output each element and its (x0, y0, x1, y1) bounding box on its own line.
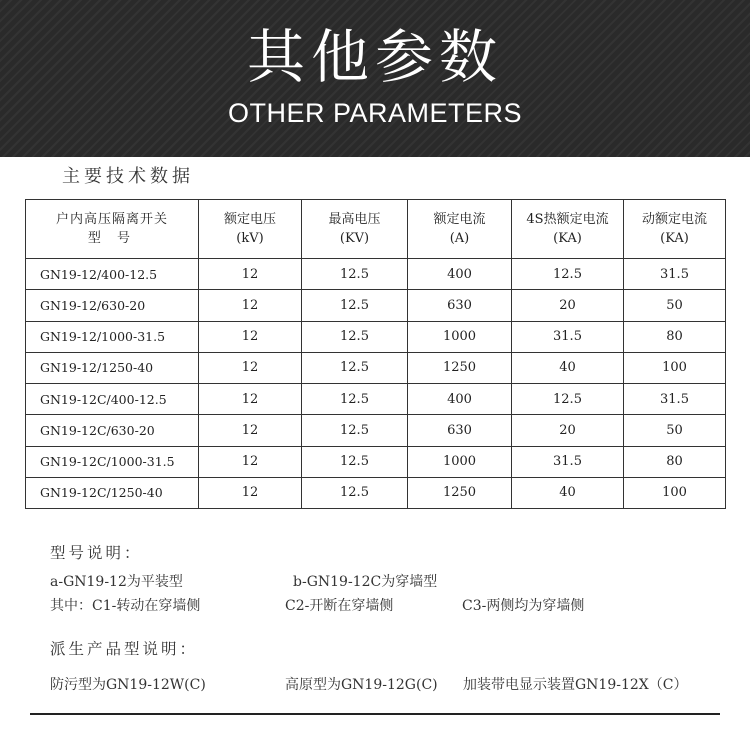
cell-rated-current: 630 (408, 290, 512, 321)
cell-rated-voltage: 12 (199, 321, 302, 352)
cell-model: GN19-12C/1250-40 (26, 477, 199, 508)
model-note-b: b-GN19-12C为穿墙型 (293, 574, 438, 590)
cell-rated-voltage: 12 (199, 352, 302, 383)
header-label: 户内高压隔离开关 (55, 212, 168, 227)
cell-rated-current: 630 (408, 415, 512, 446)
cell-max-voltage: 12.5 (302, 477, 408, 508)
header-thermal-current (512, 200, 624, 259)
cell-rated-current: 1000 (408, 321, 512, 352)
cell-dynamic-current: 31.5 (624, 384, 726, 415)
bottom-divider (30, 713, 720, 715)
cell-dynamic-current: 80 (624, 321, 726, 352)
header-unit: (KA) (553, 231, 582, 246)
cell-rated-current: 1000 (408, 446, 512, 477)
table-row (26, 415, 726, 446)
banner-title: 其他参数 (246, 23, 503, 91)
derived-note-live-display: 加装带电显示装置GN19-12X（C） (463, 677, 688, 693)
cell-thermal-current: 31.5 (512, 321, 624, 352)
header-rated-current (408, 200, 512, 259)
cell-model: GN19-12/400-12.5 (26, 259, 199, 290)
header-model (26, 200, 199, 259)
cell-max-voltage: 12.5 (302, 259, 408, 290)
table-row (26, 321, 726, 352)
cell-rated-current: 1250 (408, 352, 512, 383)
table-row (26, 384, 726, 415)
parameters-table (25, 199, 726, 509)
cell-thermal-current: 12.5 (512, 259, 624, 290)
table-row (26, 259, 726, 290)
model-note-c2: C2-开断在穿墙侧 (285, 598, 394, 614)
cell-rated-current: 400 (408, 259, 512, 290)
header-label: 额定电压 (223, 212, 276, 227)
header-label: 动额定电流 (641, 212, 707, 227)
cell-max-voltage: 12.5 (302, 446, 408, 477)
cell-model: GN19-12/1250-40 (26, 352, 199, 383)
table-row (26, 290, 726, 321)
cell-thermal-current: 40 (512, 352, 624, 383)
cell-model: GN19-12C/1000-31.5 (26, 446, 199, 477)
section-title: 主要技术数据 (62, 166, 194, 187)
cell-max-voltage: 12.5 (302, 415, 408, 446)
cell-rated-voltage: 12 (199, 446, 302, 477)
derived-note-plateau: 高原型为GN19-12G(C) (285, 677, 438, 693)
cell-model: GN19-12C/400-12.5 (26, 384, 199, 415)
model-note-c1: 其中：C1-转动在穿墙侧 (50, 598, 201, 614)
cell-thermal-current: 20 (512, 415, 624, 446)
cell-thermal-current: 20 (512, 290, 624, 321)
cell-rated-current: 400 (408, 384, 512, 415)
cell-model: GN19-12C/630-20 (26, 415, 199, 446)
cell-max-voltage: 12.5 (302, 384, 408, 415)
cell-max-voltage: 12.5 (302, 290, 408, 321)
table-row (26, 446, 726, 477)
cell-rated-voltage: 12 (199, 477, 302, 508)
header-label: 最高电压 (328, 212, 381, 227)
banner-subtitle: OTHER PARAMETERS (227, 98, 523, 128)
cell-thermal-current: 40 (512, 477, 624, 508)
model-notes-heading: 型号说明： (50, 544, 143, 562)
header-unit: (A) (449, 231, 470, 246)
cell-max-voltage: 12.5 (302, 321, 408, 352)
table-header-row (26, 200, 726, 259)
cell-rated-current: 1250 (408, 477, 512, 508)
header-label: 额定电流 (433, 212, 486, 227)
header-unit: (KV) (339, 231, 370, 246)
header-dynamic-current (624, 200, 726, 259)
cell-dynamic-current: 50 (624, 415, 726, 446)
cell-max-voltage: 12.5 (302, 352, 408, 383)
header-unit: (kV) (236, 231, 264, 246)
cell-rated-voltage: 12 (199, 290, 302, 321)
header-unit: (KA) (660, 231, 689, 246)
header-label: 4S热额定电流 (526, 212, 609, 227)
cell-rated-voltage: 12 (199, 415, 302, 446)
cell-thermal-current: 12.5 (512, 384, 624, 415)
header-banner (0, 0, 750, 157)
derived-notes-heading: 派生产品型说明： (50, 640, 199, 658)
cell-thermal-current: 31.5 (512, 446, 624, 477)
header-rated-voltage (199, 200, 302, 259)
cell-dynamic-current: 100 (624, 352, 726, 383)
model-note-a: a-GN19-12为平装型 (50, 574, 183, 590)
cell-rated-voltage: 12 (199, 384, 302, 415)
header-unit: 型 号 (87, 231, 137, 246)
table-row (26, 477, 726, 508)
cell-model: GN19-12/630-20 (26, 290, 199, 321)
model-note-c3: C3-两侧均为穿墙侧 (462, 598, 585, 614)
cell-dynamic-current: 80 (624, 446, 726, 477)
table-row (26, 352, 726, 383)
header-max-voltage (302, 200, 408, 259)
cell-dynamic-current: 50 (624, 290, 726, 321)
cell-model: GN19-12/1000-31.5 (26, 321, 199, 352)
cell-rated-voltage: 12 (199, 259, 302, 290)
cell-dynamic-current: 31.5 (624, 259, 726, 290)
derived-note-antifouling: 防污型为GN19-12W(C) (50, 677, 206, 693)
cell-dynamic-current: 100 (624, 477, 726, 508)
